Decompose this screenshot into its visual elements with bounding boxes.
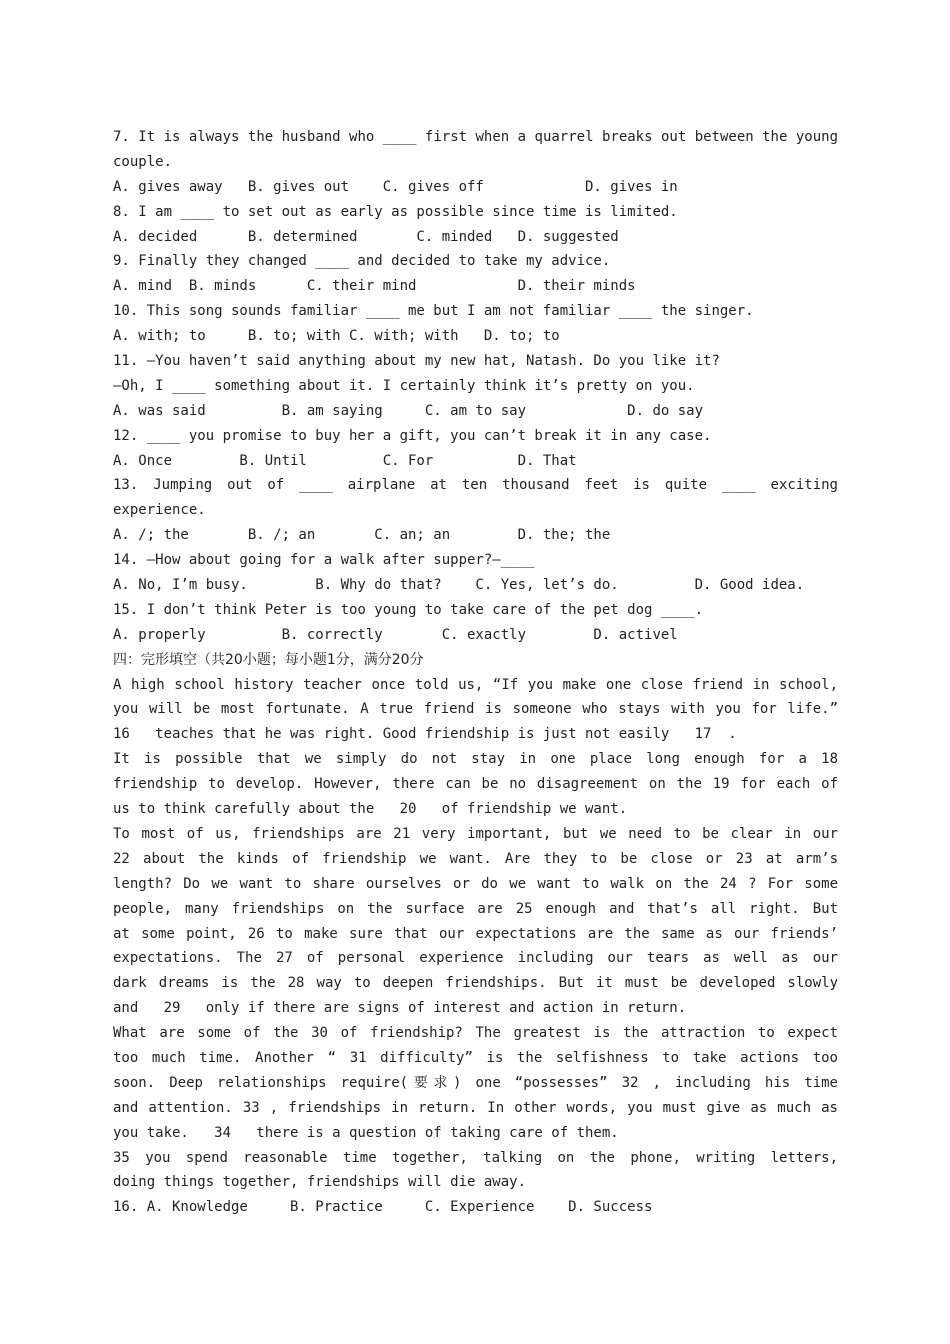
text-line: A. was said B. am saying C. am to say D. do say: [113, 402, 704, 419]
text-line: length? Do we want to share ourselves or do we want to walk on the 24 ? For some: [113, 875, 838, 892]
text-line: you will be most fortunate. A true friend is someone who stays with you for life.”: [113, 701, 838, 718]
text-line: dark dreams is the 28 way to deepen friendships. But it must be developed slowly: [113, 975, 838, 992]
text-line: couple.: [113, 153, 173, 170]
text-line: A. No, I’m busy. B. Why do that? C. Yes, let’s do. D. Good idea.: [113, 577, 805, 594]
text-line: and 29 only if there are signs of interest and action in return.: [113, 1000, 687, 1017]
section-heading: 四：完形填空（共20小题；每小题1分，满分20分: [113, 651, 424, 668]
text-line: A high school history teacher once told us, “If you make one close friend in school,: [113, 676, 838, 693]
text-line: 11. —You haven’t said anything about my new hat, Natash. Do you like it?: [113, 353, 720, 370]
text-line: you take. 34 there is a question of taking care of them.: [113, 1124, 619, 1141]
text-line: 35 you spend reasonable time together, talking on the phone, writing letters,: [113, 1149, 838, 1166]
text-line: us to think carefully about the 20 of friendship we want.: [113, 801, 628, 818]
text-line: 7. It is always the husband who ____ first when a quarrel breaks out between the young: [113, 129, 838, 145]
document-page: [113, 125, 838, 1220]
text-line: soon. Deep relationships require(要求) one “possesses” 32 , including his time: [113, 1074, 838, 1091]
text-line: 14. —How about going for a walk after supper?—____: [113, 552, 535, 569]
text-line: 13. Jumping out of ____ airplane at ten thousand feet is quite ____ exciting: [113, 477, 838, 494]
text-line: It is possible that we simply do not stay in one place long enough for a 18: [113, 751, 838, 768]
text-line: 22 about the kinds of friendship we want. Are they to be close or 23 at arm’s: [113, 850, 838, 867]
text-line: at some point, 26 to make sure that our expectations are the same as our friends’: [113, 925, 838, 942]
text-line: experience.: [113, 502, 206, 519]
text-line: A. Once B. Until C. For D. That: [113, 452, 577, 469]
text-line: A. /; the B. /; an C. an; an D. the; the: [113, 527, 611, 544]
text-line: A. decided B. determined C. minded D. suggested: [113, 228, 619, 245]
text-line: 16 teaches that he was right. Good friendship is just not easily 17 .: [113, 726, 737, 743]
text-line: What are some of the 30 of friendship? The greatest is the attraction to expect: [113, 1025, 838, 1042]
text-line: 15. I don’t think Peter is too young to take care of the pet dog ____.: [113, 601, 704, 618]
text-line: A. properly B. correctly C. exactly D. activel: [113, 626, 678, 643]
text-line: To most of us, friendships are 21 very important, but we need to be clear in our: [113, 825, 838, 842]
text-line: 12. ____ you promise to buy her a gift, you can’t break it in any case.: [113, 427, 712, 444]
text-line: expectations. The 27 of personal experience including our tears as well as our: [113, 950, 838, 967]
text-line: A. with; to B. to; with C. with; with D. to; to: [113, 328, 560, 345]
text-line: doing things together, friendships will die away.: [113, 1174, 527, 1191]
text-line: A. mind B. minds C. their mind D. their minds: [113, 278, 636, 295]
text-line: —Oh, I ____ something about it. I certainly think it’s pretty on you.: [113, 377, 695, 394]
text-line: friendship to develop. However, there can be no disagreement on the 19 for each of: [113, 776, 838, 793]
text-line: too much time. Another “ 31 difficulty” is the selfishness to take actions too: [113, 1049, 838, 1066]
text-line: A. gives away B. gives out C. gives off D. gives in: [113, 178, 678, 195]
text-line: 8. I am ____ to set out as early as possible since time is limited.: [113, 203, 678, 220]
text-line: 9. Finally they changed ____ and decided to take my advice.: [113, 253, 611, 270]
text-line: 16. A. Knowledge B. Practice C. Experience D. Success: [113, 1199, 653, 1216]
text-line: 10. This song sounds familiar ____ me but I am not familiar ____ the singer.: [113, 303, 754, 320]
text-line: and attention. 33 , friendships in return. In other words, you must give as much as: [113, 1099, 838, 1116]
text-line: people, many friendships on the surface are 25 enough and that’s all right. But: [113, 900, 838, 917]
